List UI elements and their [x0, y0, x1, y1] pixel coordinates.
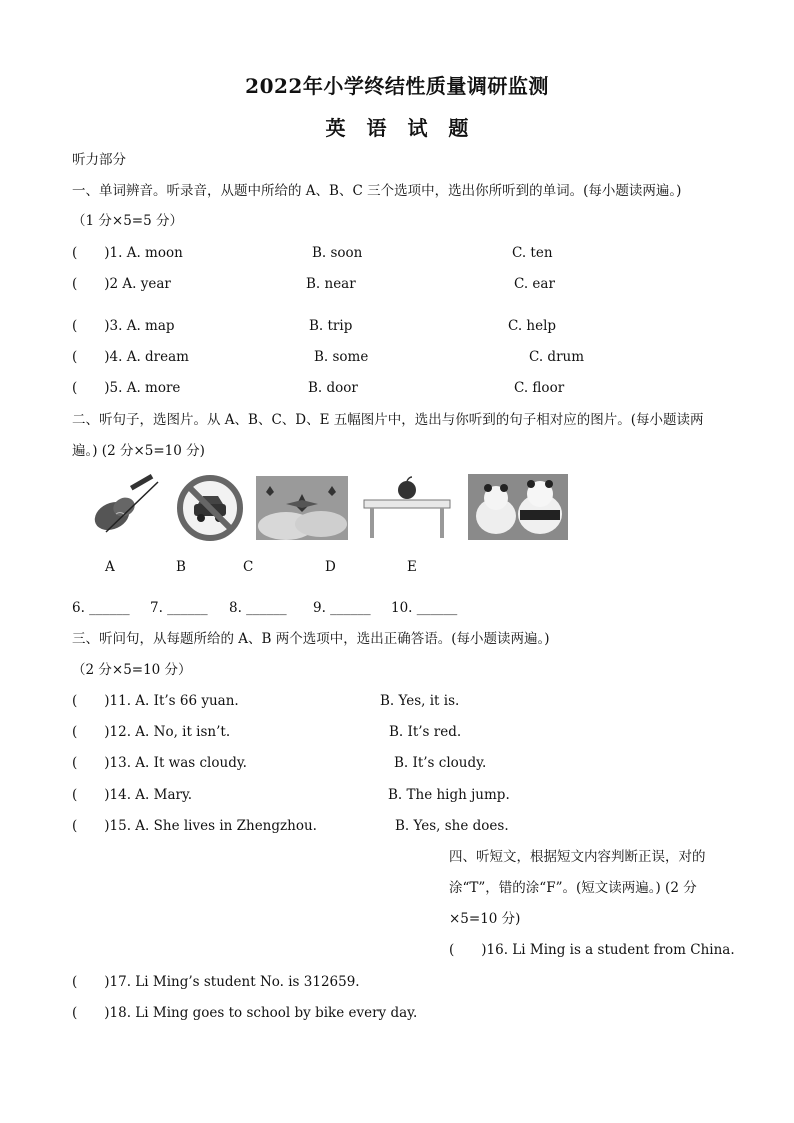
answer-blank-8[interactable]: 8. ______ — [229, 600, 287, 616]
page-subtitle: 英 语 试 题 — [325, 116, 469, 140]
answer-blank-6[interactable]: 6. ______ — [72, 600, 130, 616]
picture-label-b: B — [176, 559, 186, 575]
question-3-option-b: B. trip — [309, 318, 353, 334]
no-car-sign-picture — [176, 474, 244, 542]
question-14-option-b: B. The high jump. — [388, 787, 510, 803]
question-5-option-a: ( )5. A. more — [72, 380, 181, 396]
question-2-option-a: ( )2 A. year — [72, 276, 171, 292]
part1-score: （1 分×5=5 分） — [72, 213, 183, 229]
question-1-option-a: ( )1. A. moon — [72, 245, 183, 261]
question-3-option-a: ( )3. A. map — [72, 318, 175, 334]
question-17: ( )17. Li Ming’s student No. is 312659. — [72, 974, 360, 990]
answer-blank-10[interactable]: 10. ______ — [391, 600, 458, 616]
question-4-option-a: ( )4. A. dream — [72, 349, 189, 365]
section-heading: 听力部分 — [72, 152, 126, 168]
picture-label-c: C — [243, 559, 254, 575]
part1-instruction: 一、单词辨音。听录音，从题中所给的 A、B、C 三个选项中，选出你所听到的单词。(每小题读两遍。) — [72, 183, 682, 199]
picture-label-a: A — [105, 559, 115, 575]
question-14-option-a: ( )14. A. Mary. — [72, 787, 193, 803]
question-5-option-b: B. door — [308, 380, 358, 396]
question-13-option-b: B. It’s cloudy. — [394, 755, 487, 771]
question-15-option-a: ( )15. A. She lives in Zhengzhou. — [72, 818, 317, 834]
question-2-option-b: B. near — [306, 276, 356, 292]
question-5-option-c: C. floor — [514, 380, 565, 396]
question-2-option-c: C. ear — [514, 276, 555, 292]
pandas-picture — [468, 474, 568, 540]
question-18: ( )18. Li Ming goes to school by bike every day. — [72, 1005, 418, 1021]
violin-picture — [86, 474, 166, 540]
picture-label-d: D — [325, 559, 336, 575]
question-15-option-b: B. Yes, she does. — [395, 818, 509, 834]
answer-blank-9[interactable]: 9. ______ — [313, 600, 371, 616]
question-1-option-c: C. ten — [512, 245, 553, 261]
question-12-option-b: B. It’s red. — [389, 724, 462, 740]
part4-instruction-line2: 涂“T”，错的涂“F”。(短文读两遍。) (2 分 — [449, 880, 697, 896]
question-13-option-a: ( )13. A. It was cloudy. — [72, 755, 247, 771]
question-1-option-b: B. soon — [312, 245, 363, 261]
question-12-option-a: ( )12. A. No, it isn’t. — [72, 724, 231, 740]
part2-instruction-line2: 遍。) (2 分×5=10 分) — [72, 443, 205, 459]
part3-score: （2 分×5=10 分） — [72, 662, 192, 678]
page-title: 2022年小学终结性质量调研监测 — [245, 74, 549, 98]
question-4-option-b: B. some — [314, 349, 369, 365]
answer-blank-7[interactable]: 7. ______ — [150, 600, 208, 616]
question-4-option-c: C. drum — [529, 349, 585, 365]
part4-instruction-line1: 四、听短文，根据短文内容判断正误，对的 — [449, 849, 706, 865]
question-16: ( )16. Li Ming is a student from China. — [449, 942, 735, 958]
question-11-option-a: ( )11. A. It’s 66 yuan. — [72, 693, 239, 709]
apple-on-table-picture — [360, 476, 454, 540]
picture-label-e: E — [407, 559, 417, 575]
jets-picture — [256, 476, 348, 540]
question-3-option-c: C. help — [508, 318, 557, 334]
part2-instruction-line1: 二、听句子，选图片。从 A、B、C、D、E 五幅图片中，选出与你听到的句子相对应的图片。(每小题读两 — [72, 412, 704, 428]
question-11-option-b: B. Yes, it is. — [380, 693, 460, 709]
part3-instruction: 三、听问句，从每题所给的 A、B 两个选项中，选出正确答语。(每小题读两遍。) — [72, 631, 550, 647]
part4-instruction-line3: ×5=10 分) — [449, 911, 521, 927]
